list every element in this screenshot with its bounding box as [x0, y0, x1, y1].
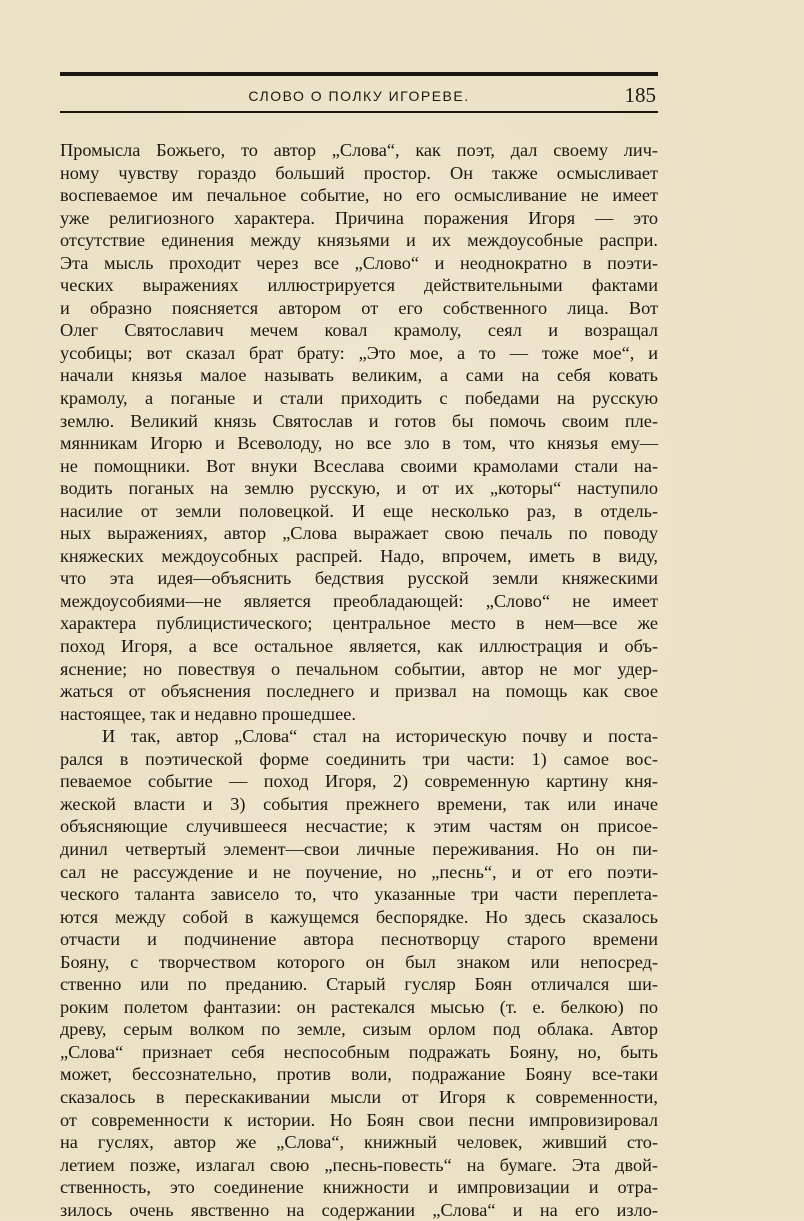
text-line: не помощники. Вот внуки Всеслава своими крамолами стали на-	[60, 455, 658, 476]
text-line: может, бессознательно, против воли, подражание Бояну все-таки	[60, 1064, 658, 1085]
text-line: ственно или по преданию. Старый гусляр Боян отличался ши-	[60, 974, 658, 995]
text-line: динил четвертый элемент—свои личные переживания. Но он пи-	[60, 838, 658, 859]
text-line: ются между собой в кажущемся беспорядке. Но здесь сказалось	[60, 906, 658, 927]
text-line: древу, серым волком по земле, сизым орлом под облака. Автор	[60, 1019, 658, 1040]
text-line: Промысла Божьего, то автор „Слова“, как поэт, дал своему лич-	[60, 140, 658, 160]
text-line: уже религиозного характера. Причина поражения Игоря — это	[60, 207, 658, 228]
text-line: роким полетом фантазии: он растекался мысью (т. е. белкою) по	[60, 996, 658, 1017]
paragraph-first-line: И так, автор „Слова“ стал на историческую почву и поста-	[102, 726, 658, 747]
text-line: мянникам Игорю и Всеволоду, но все зло в том, что князья ему—	[60, 433, 658, 454]
text-line: насилие от земли половецкой. И еще несколько раз, в отдель-	[60, 500, 658, 521]
text-line: жеской власти и 3) события прежнего времени, так или иначе	[60, 793, 658, 814]
text-line: ному чувству гораздо больший простор. Он также осмысливает	[60, 162, 658, 183]
header-rule-top	[60, 72, 658, 76]
text-line: отчасти и подчинение автора песнотворцу старого времени	[60, 929, 658, 950]
header-rule-bottom	[60, 111, 658, 113]
text-line: объясняющие случившееся несчастие; к этим частям он присое-	[60, 816, 658, 837]
text-line: поход Игоря, а все остальное является, как иллюстрация и объ-	[60, 636, 658, 657]
text-line: воспеваемое им печальное событие, но его осмысливание не имеет	[60, 185, 658, 206]
page-number: 185	[624, 83, 656, 107]
text-line: певаемое событие — поход Игоря, 2) современную картину кня-	[60, 771, 658, 792]
text-line: отсутствие единения между князьями и их междоусобные распри.	[60, 230, 658, 251]
text-line: усобицы; вот сказал брат брату: „Это мое, а то — тоже мое“, и	[60, 342, 658, 363]
text-line: летием позже, излагал свою „песнь-повесть“ на бумаге. Эта двой-	[60, 1154, 658, 1175]
text-line: яснение; но повествуя о печальном событии, автор не мог удер-	[60, 658, 658, 679]
text-line: Олег Святославич мечем ковал крамолу, сеял и возращал	[60, 320, 658, 341]
text-line: на гуслях, автор же „Слова“, книжный человек, живший сто-	[60, 1132, 658, 1153]
text-line: княжеских междоусобных распрей. Надо, впрочем, иметь в виду,	[60, 545, 658, 566]
text-line: „Слова“ признает себя неспособным подражать Бояну, но, быть	[60, 1041, 658, 1062]
text-line: ных выражениях, автор „Слова выражает свою печаль по поводу	[60, 523, 658, 544]
text-line: что эта идея—объяснить бедствия русской земли княжескими	[60, 568, 658, 589]
text-line: характера публицистического; центральное место в нем—все же	[60, 613, 658, 634]
running-title: СЛОВО О ПОЛКУ ИГОРЕВЕ.	[248, 88, 470, 104]
text-line: начали князья малое называть великим, а сами на себя ковать	[60, 365, 658, 386]
text-line: ческого таланта зависело то, что указанные три части переплета-	[60, 884, 658, 905]
text-line: рался в поэтической форме соединить три части: 1) самое вос-	[60, 748, 658, 769]
text-line: ственность, это соединение книжности и импровизации и отра-	[60, 1177, 658, 1198]
text-line: водить поганых на землю русскую, и от их „которы“ наступило	[60, 478, 658, 499]
text-line: зилось очень явственно на содержании „Слова“ и на его изло-	[60, 1199, 658, 1220]
text-line: Бояну, с творчеством которого он был знаком или непосред-	[60, 951, 658, 972]
text-line: сказалось в перескакивании мысли от Игоря к современности,	[60, 1086, 658, 1107]
text-line: жаться от объяснения последнего и призвал на помощь как свое	[60, 681, 658, 702]
text-line: и образно поясняется автором от его собственного лица. Вот	[60, 297, 658, 318]
text-line: настоящее, так и недавно прошедшее.	[60, 703, 356, 724]
text-line: ческих выражениях иллюстрируется действительными фактами	[60, 275, 658, 296]
body-text	[60, 139, 658, 1221]
text-line: крамолу, а поганые и стали приходить с победами на русскую	[60, 388, 658, 409]
text-line: землю. Великий князь Святослав и готов бы помочь своим пле-	[60, 410, 658, 431]
text-line: от современности к истории. Но Боян свои песни импровизировал	[60, 1109, 658, 1130]
text-line: сал не рассуждение и не поучение, но „песнь“, и от его поэти-	[60, 861, 658, 882]
text-line: междоусобиями—не является преобладающей: „Слово“ не имеет	[60, 590, 658, 611]
text-line: Эта мысль проходит через все „Слово“ и неоднократно в поэти-	[60, 252, 658, 273]
